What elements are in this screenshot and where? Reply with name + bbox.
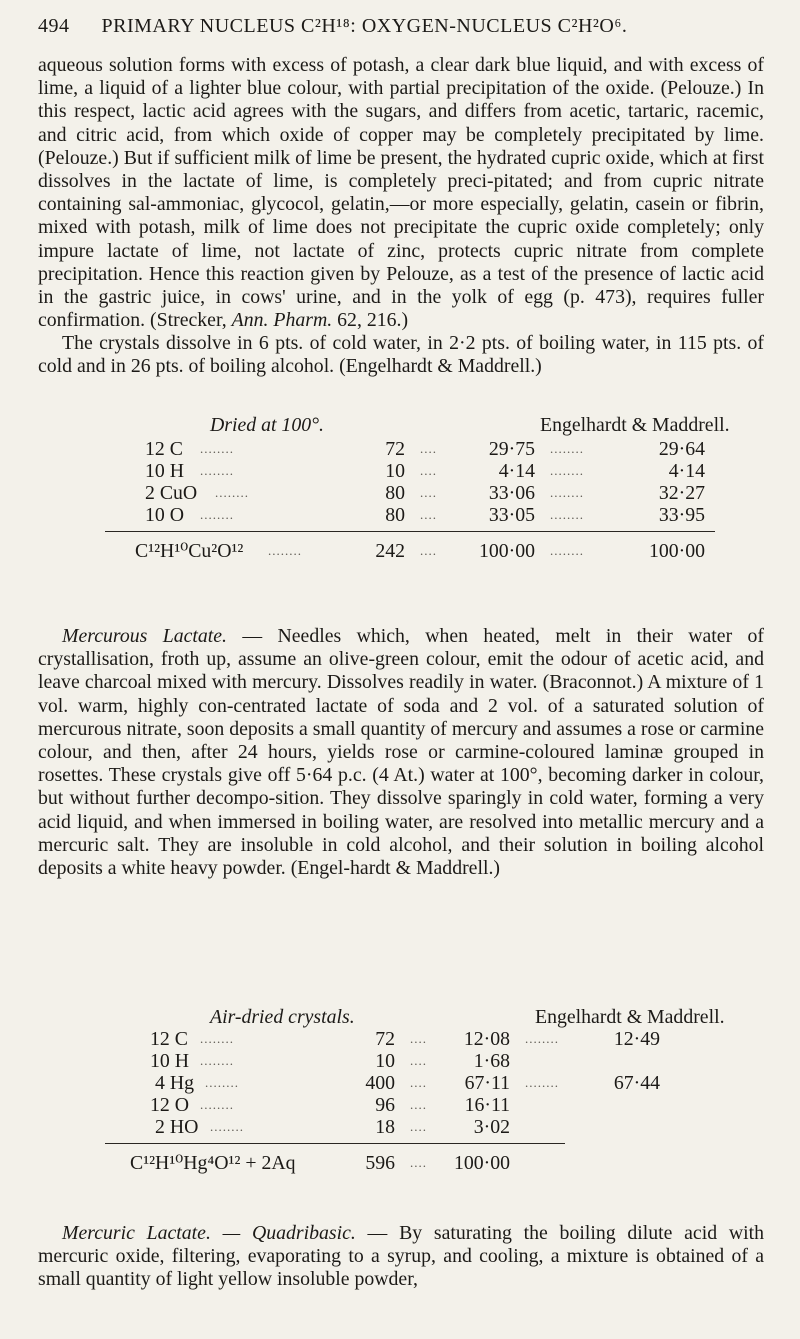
table-caption-left: Dried at 100°. [210, 414, 324, 436]
table-rule [105, 1143, 565, 1144]
section-title: Mercurous Lactate. [62, 625, 227, 647]
table-total-row: C¹²H¹⁰Cu²O¹² ........ 242 .... 100·00 ........ 100·00 [135, 540, 705, 562]
paragraph-cupric-lactate-precipitation: aqueous solution forms with excess of potash, a clear dark blue liquid, and with excess of lime, a liquid of a lighter blue colour, with partial precipitation of the oxide. (Pelouze.) In this respect, lactic acid agrees with the sugars, and differs from acetic, tartaric, racemic, and citric acid, from which oxide of copper may be completely precipitated by lime. (Pelouze.) But if sufficient milk of lime be present, the hydrated cupric oxide, which at first dissolves in the lactate of lime, is completely preci-pitated; and from cupric nitrate containing sal-ammoniac, glycocol, gelatin,—or more especially, gelatin, casein or fibrin, mixed with potash, milk of lime does not precipitate the cupric oxide completely; only impure lactate of lime, not lactate of zinc, protects cupric nitrate from complete precipitation. Hence this reaction given by Pelouze, as a test of the presence of lactic acid in the gastric juice, in cows' urine, and in the yolk of egg (p. 473), requires fuller confirmation. (Strecker, Ann. Pharm. 62, 216.) [38, 54, 764, 332]
table-row: 12 C ........ 72 .... 29·75 ........ 29·64 [145, 438, 705, 460]
table-row: 12 O ........ 96 .... 16·11 [150, 1094, 510, 1116]
table-caption-right: Engelhardt & Maddrell. [540, 414, 730, 436]
table-row: 10 O ........ 80 .... 33·05 ........ 33·95 [145, 504, 705, 526]
table-row: 10 H ........ 10 .... 4·14 ........ 4·14 [145, 460, 705, 482]
page-number: 494 [38, 15, 70, 37]
table-row: 12 C ........ 72 .... 12·08 ........ 12·49 [150, 1028, 660, 1050]
journal-reference: Ann. Pharm. [231, 309, 333, 332]
table-row: 2 CuO ........ 80 .... 33·06 ........ 32·27 [145, 482, 705, 504]
running-header [38, 15, 768, 38]
paragraph-mercurous-lactate: Mercurous Lactate. — Needles which, when heated, melt in their water of crystallisation, froth up, assume an olive-green colour, emit the odour of acetic acid, and leave charcoal mixed with mercury. Dissolves readily in water. (Braconnot.) A mixture of 1 vol. warm, highly con-centrated lactate of soda and 2 vol. of a saturated solution of mercurous nitrate, soon deposits a small quantity of mercury and assumes a rose or carmine colour, and then, after 24 hours, yields rose or carmine-coloured laminæ grouped in rosettes. These crystals give off 5·64 p.c. (4 At.) water at 100°, becoming darker in colour, but without further decompo-sition. They dissolve sparingly in cold water, forming a very acid liquid, and when immersed in boiling water, are resolved into metallic mercury and a mercuric salt. They are insoluble in cold alcohol, and their solution in boiling alcohol deposits a white heavy powder. (Engel-hardt & Maddrell.) [38, 625, 765, 880]
paragraph-mercuric-lactate: Mercuric Lactate. — Quadribasic. — By saturating the boiling dilute acid with mercuric oxide, filtering, evaporating to a syrup, and cooling, a mixture is obtained of a small quantity of light yellow insoluble powder, [38, 1222, 764, 1291]
table-row: 10 H ........ 10 .... 1·68 [150, 1050, 510, 1072]
table-total-row: C¹²H¹⁰Hg⁴O¹² + 2Aq 596 .... 100·00 [130, 1152, 510, 1174]
paragraph-solubility: The crystals dissolve in 6 pts. of cold water, in 2·2 pts. of boiling water, in 115 pts. of cold and in 26 pts. of boiling alcohol. (Engelhardt & Maddrell.) [38, 332, 764, 378]
table-row: 2 HO ........ 18 .... 3·02 [155, 1116, 510, 1138]
running-title: PRIMARY NUCLEUS C²H¹⁸: OXYGEN-NUCLEUS C²H²O⁶. [101, 15, 628, 37]
table-rule [105, 531, 715, 532]
table-caption-left: Air-dried crystals. [210, 1006, 355, 1028]
table-row: 4 Hg ........ 400 .... 67·11 ........ 67·44 [155, 1072, 660, 1094]
table-caption-right: Engelhardt & Maddrell. [535, 1006, 725, 1028]
section-title: Mercuric Lactate. — Quadribasic. [62, 1222, 356, 1244]
